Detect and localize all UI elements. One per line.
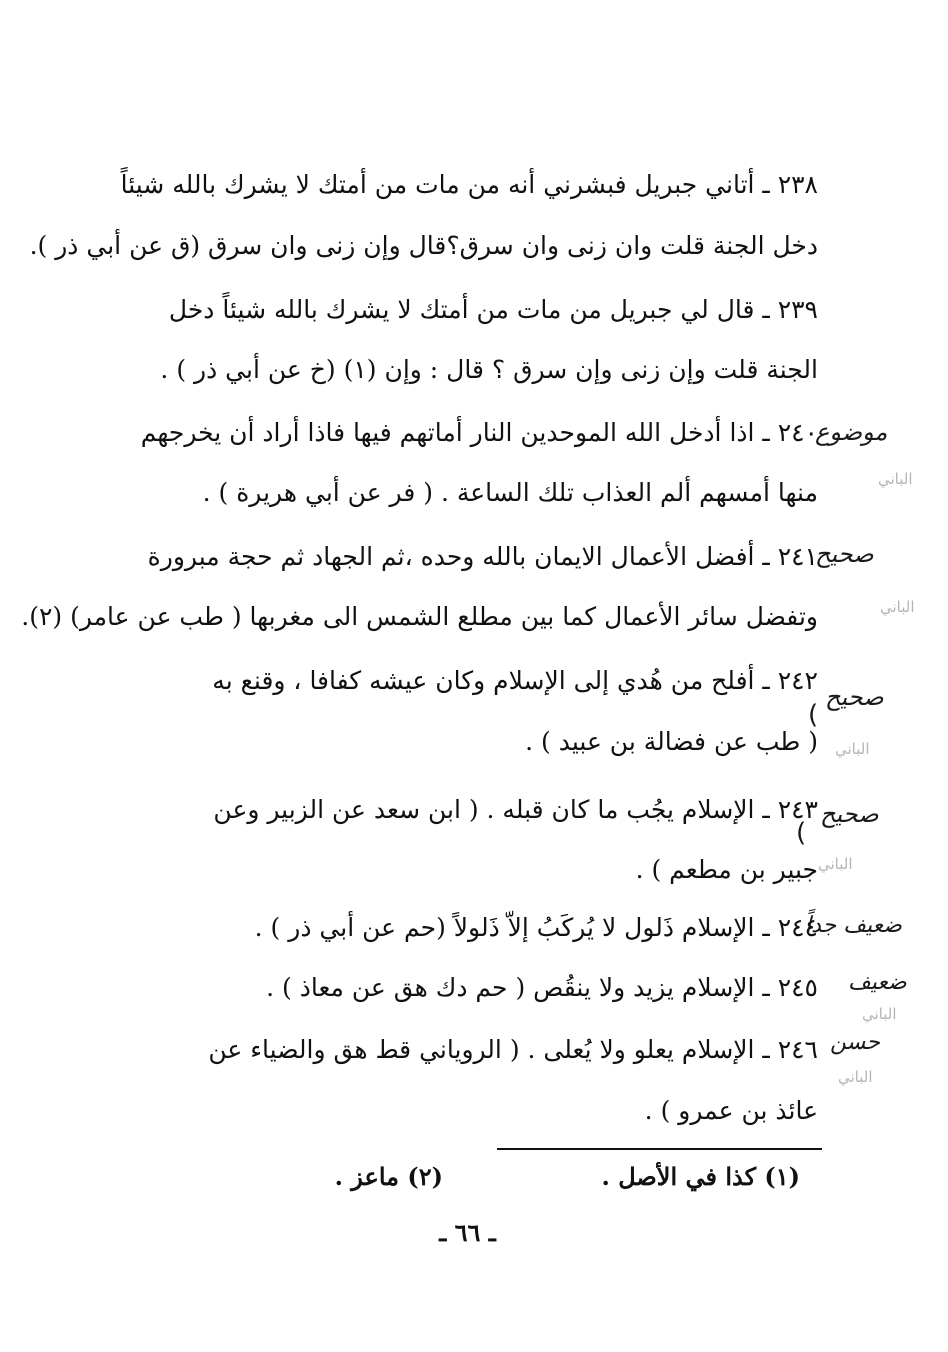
margin-bracket-242: ( [808,700,819,730]
margin-note-243: صحيح [820,800,879,828]
hadith-241-line-1: ٢٤١ ـ أفضل الأعمال الايمان بالله وحده ،ثم الجهاد ثم حجة مبرورة [147,542,818,571]
hadith-246-line-1: ٢٤٦ ـ الإسلام يعلو ولا يُعلى . ( الروياني قط هق والضياء عن [208,1035,818,1064]
margin-note-243-source: الباني [818,855,853,873]
margin-note-246: حسن [830,1030,880,1055]
hadith-243-line-1: ٢٤٣ ـ الإسلام يجُب ما كان قبله . ( ابن سعد عن الزبير وعن [213,795,818,824]
margin-note-240: موضوع [815,418,888,446]
hadith-242-line-2: ( طب عن فضالة بن عبيد ) . [525,727,818,756]
hadith-242-line-1: ٢٤٢ ـ أفلح من هُدي إلى الإسلام وكان عيشه كفافا ، وقنع به [212,666,818,695]
page-number: ـ ٦٦ ـ [439,1218,496,1247]
margin-note-241: صحيح [815,540,874,568]
hadith-241-line-2: وتفضل سائر الأعمال كما بين مطلع الشمس الى مغربها ( طب عن عامر) (٢). [21,602,818,631]
margin-note-245: ضعيف [848,970,907,995]
hadith-245-line-1: ٢٤٥ ـ الإسلام يزيد ولا ينقُص ( حم دك هق عن معاذ ) . [266,973,818,1002]
hadith-246-line-2: عائذ بن عمرو ) . [644,1096,818,1125]
margin-note-245-source: الباني [862,1005,897,1023]
margin-note-246-source: الباني [838,1068,873,1086]
hadith-238-line-2: دخل الجنة قلت وان زنى وان سرق؟قال وإن زنى وان سرق (ق عن أبي ذر ). [29,231,818,260]
margin-note-242: صحيح [825,683,884,711]
footnote-2: (٢) ماعز . [334,1162,443,1191]
margin-note-240-source: الباني [878,470,913,488]
footnote-1: (١) كذا في الأصل . [601,1162,800,1191]
margin-note-241-source: الباني [880,598,915,616]
hadith-240-line-1: ٢٤٠ ـ اذا أدخل الله الموحدين النار أماتهم فيها فاذا أراد أن يخرجهم [140,418,818,447]
hadith-244-line-1: ٢٤٤ ـ الإسلام ذَلول لا يُركَبُ إلاّ ذَلولاً (حم عن أبي ذر ) . [254,913,818,942]
hadith-239-line-1: ٢٣٩ ـ قال لي جبريل من مات من أمتك لا يشرك بالله شيئاً دخل [168,295,818,324]
hadith-243-line-2: جبير بن مطعم ) . [635,855,818,884]
margin-bracket-243: ( [796,818,807,848]
hadith-240-line-2: منها أمسهم ألم العذاب تلك الساعة . ( فر عن أبي هريرة ) . [202,478,818,507]
hadith-238-line-1: ٢٣٨ ـ أتاني جبريل فبشرني أنه من مات من أمتك لا يشرك بالله شيئاً [120,170,818,199]
hadith-239-line-2: الجنة قلت وإن زنى وإن سرق ؟ قال : وإن (١) (خ عن أبي ذر ) . [160,355,818,384]
margin-note-242-source: الباني [835,740,870,758]
footnote-rule [497,1148,822,1150]
margin-note-244: ضعيف جداً [805,913,902,938]
